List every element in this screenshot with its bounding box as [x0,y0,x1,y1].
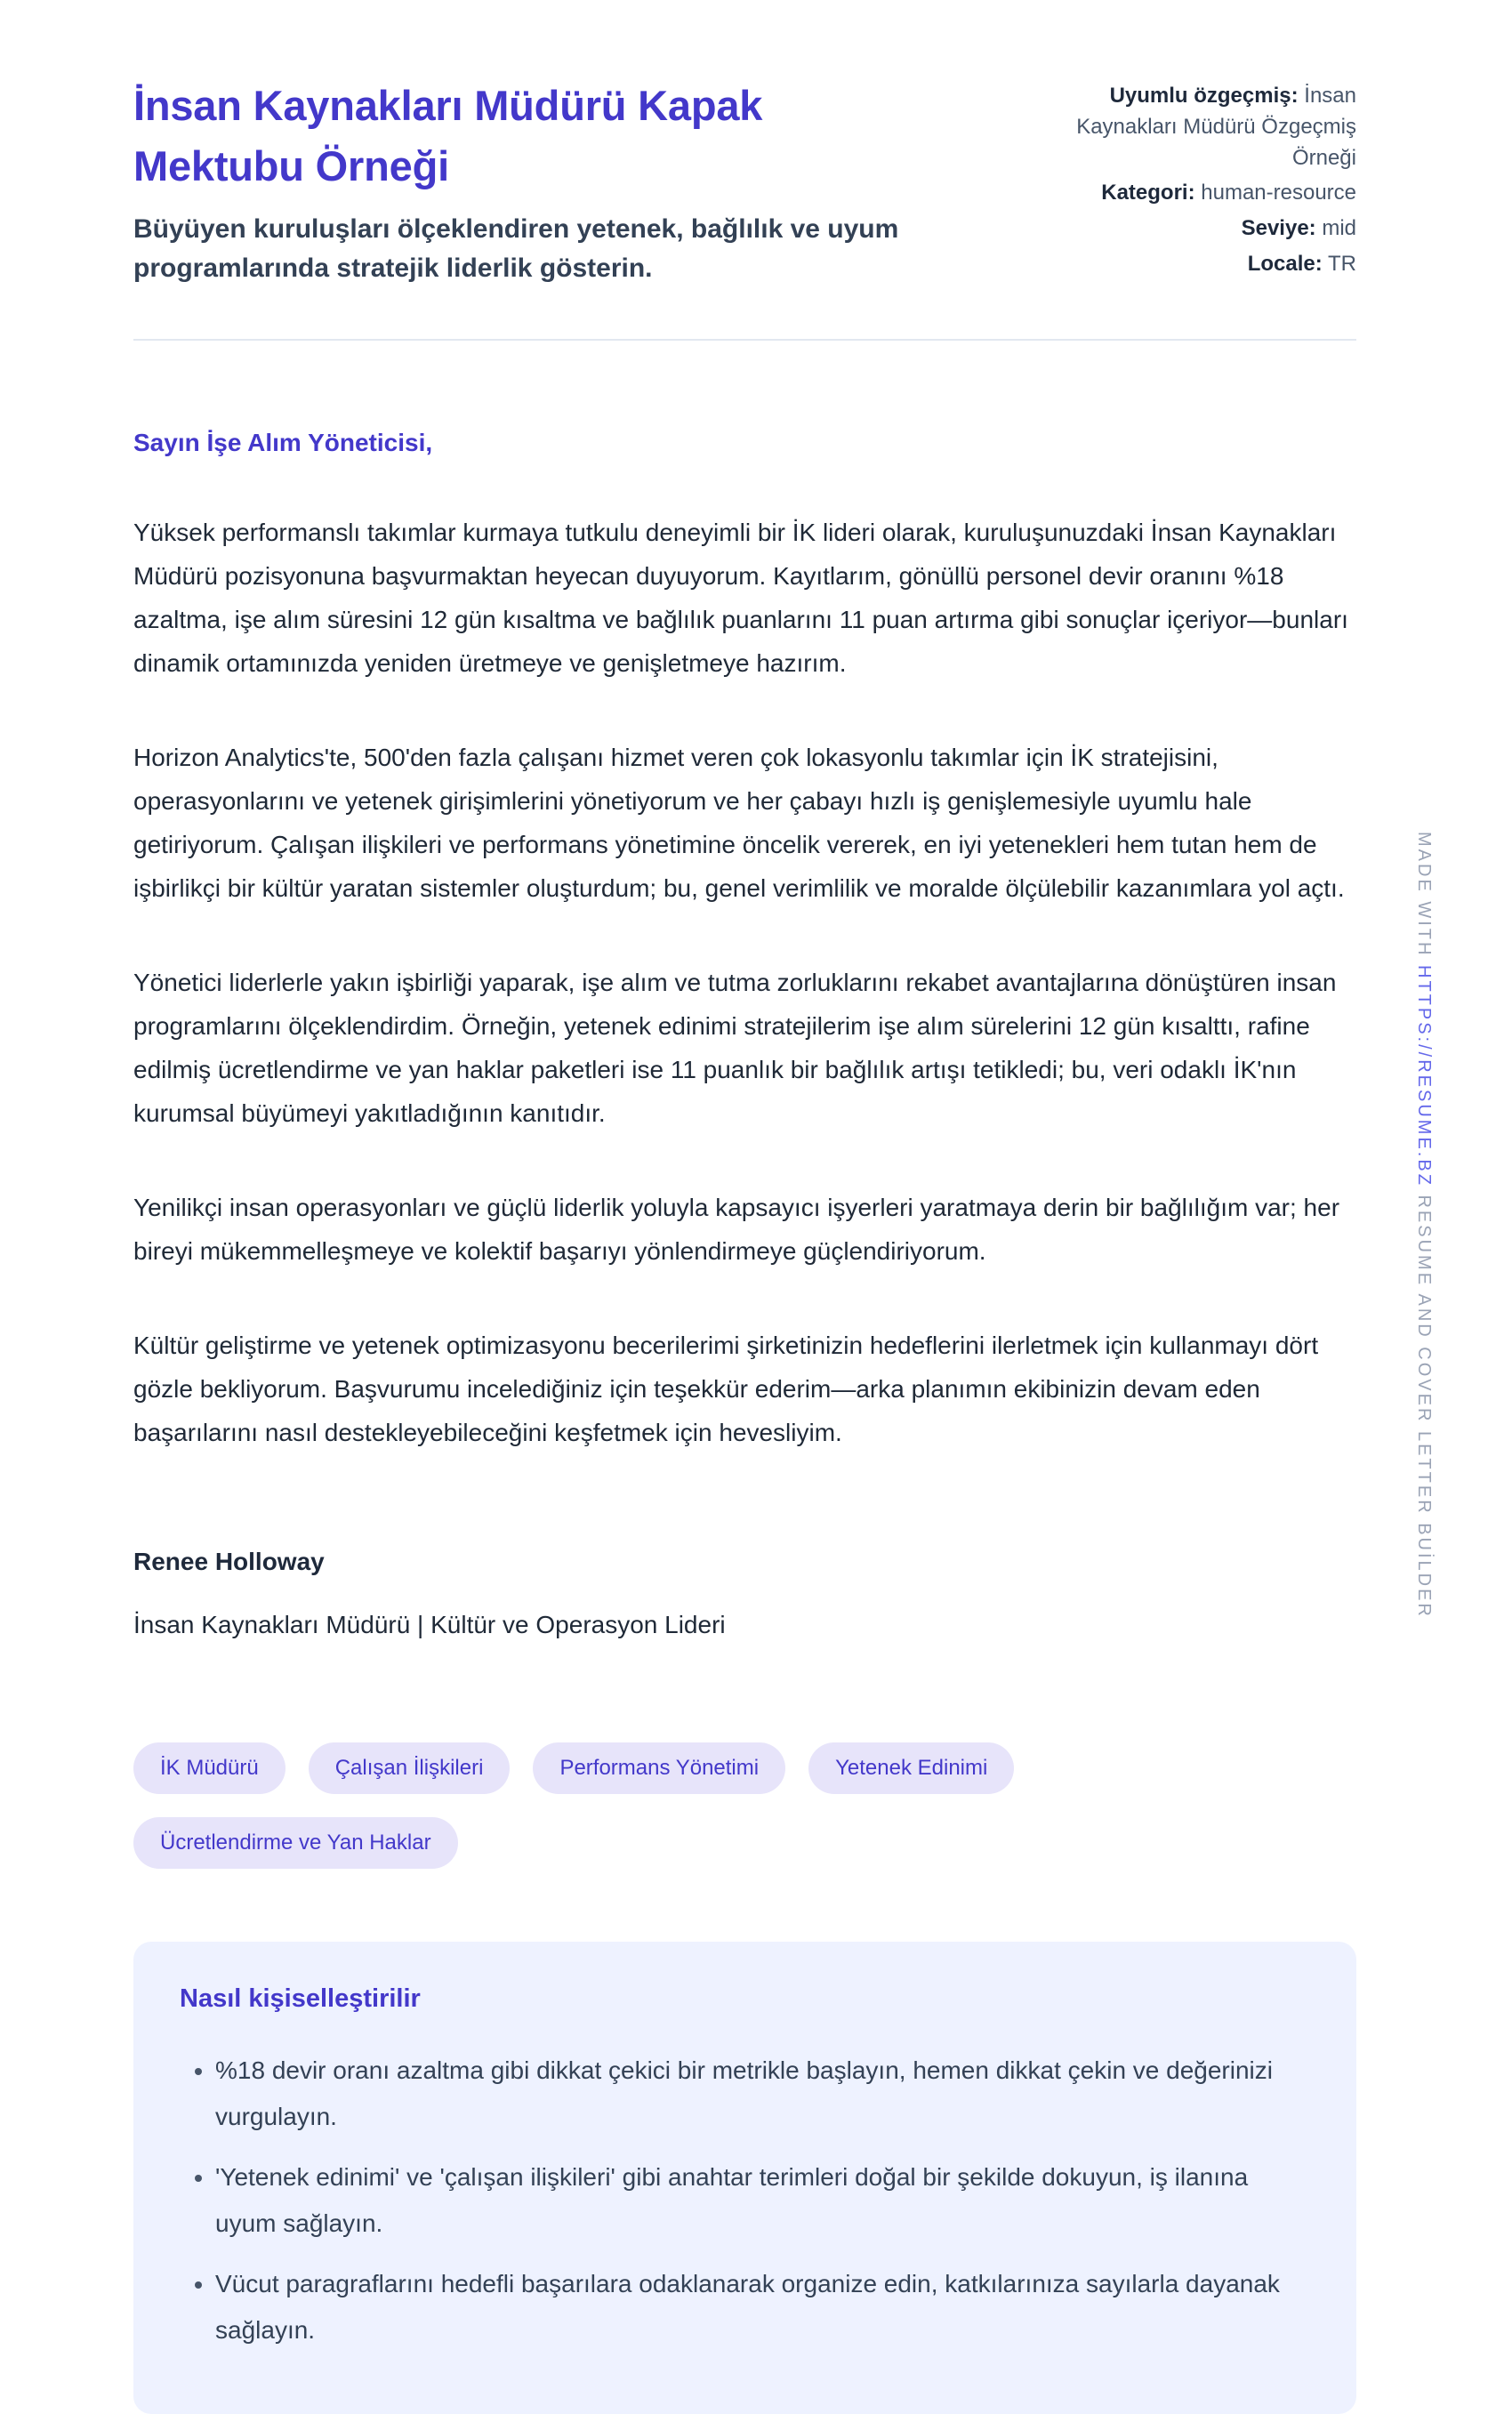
tag-list [133,1742,1356,1869]
letter-greeting: Sayın İşe Alım Yöneticisi, [133,429,433,457]
tips-title: Nasıl kişiselleştirilir [180,1984,421,2014]
header [133,76,1356,287]
tips-item: • Vücut paragraflarını hedefli başarılara odaklanarak organize edin, katkılarınıza sayılarla dayanak sağlayın. [215,2261,1310,2354]
page [133,0,1356,2414]
tips-list [180,2048,1310,2354]
tips-item: • 'Yetenek edinimi' ve 'çalışan ilişkileri' gibi anahtar terimleri doğal bir şekilde dokuyun, iş ilanına uyum sağlayın. [215,2154,1310,2247]
letter-paragraph: Kültür geliştirme ve yetenek optimizasyonu becerilerimi şirketinizin hedeflerini ilerletmek için kullanmayı dört gözle bekliyorum. Başvurumu incelediğiniz için teşekkür ederim—arka planımın ekibinizin devam eden başarılarını nasıl destekleyebileceğini keşfetmek için hevesliyim. [133,1332,1319,1447]
meta-category-value: human-resource [1201,181,1356,205]
meta-level-label: Seviye: [1241,216,1316,241]
header-divider [133,339,1356,341]
meta-level-value: mid [1322,216,1356,241]
watermark-prefix: MADE WITH [1414,832,1434,958]
header-left [133,76,916,287]
meta-matching-resume-label: Uyumlu özgeçmiş: [1109,84,1299,108]
signature-name: Renee Holloway [133,1548,325,1576]
tag-yetenek-edinimi[interactable]: Yetenek Edinimi [808,1742,1014,1794]
page-subtitle: Büyüyen kuruluşları ölçeklendiren yetenek, bağlılık ve uyum programlarında stratejik liderlik gösterin. [133,214,899,283]
watermark-suffix: RESUME AND COVER LETTER BUİLDER [1414,1195,1434,1619]
meta-category-label: Kategori: [1101,181,1195,205]
meta-locale-label: Locale: [1247,251,1323,276]
letter-paragraph: Yüksek performanslı takımlar kurmaya tutkulu deneyimli bir İK lideri olarak, kuruluşunuzdaki İnsan Kaynakları Müdürü pozisyonuna başvurmaktan heyecan duyuyorum. Kayıtlarım, gönüllü personel devir oranını %18 azaltma, işe alım süresini 12 gün kısaltma ve bağlılık puanlarını 11 puan artırma gibi sonuçlar içeriyor—bunları dinamik ortamınızda yeniden üretmeye ve genişletmeye hazırım. [133,519,1348,678]
meta-category [1036,178,1356,209]
letter-paragraph: Horizon Analytics'te, 500'den fazla çalışanı hizmet veren çok lokasyonlu takımlar için İK stratejisini, operasyonlarını ve yetenek girişimlerini yönetiyorum ve her çabayı hızlı iş genişlemesiyle uyumlu hale getiriyorum. Çalışan ilişkileri ve performans yönetimine öncelik vererek, en iyi yetenekleri hem tutan hem de işbirlikçi bir kültür yaratan sistemler oluşturdum; bu, genel verimlilik ve moralde ölçülebilir kazanımlara yol açtı. [133,744,1345,903]
resume-bz-link[interactable]: HTTPS://RESUME.BZ [1414,965,1434,1187]
meta-level [1036,213,1356,245]
tips-item: • %18 devir oranı azaltma gibi dikkat çekici bir metrikle başlayın, hemen dikkat çekin ve değerinizi vurgulayın. [215,2048,1310,2140]
tag-calisan-iliskileri[interactable]: Çalışan İlişkileri [309,1742,511,1794]
made-with-watermark [1413,832,1434,1619]
signature-title: İnsan Kaynakları Müdürü | Kültür ve Operasyon Lideri [133,1611,726,1639]
personalization-tips-card [133,1942,1356,2414]
meta-panel [1036,76,1356,285]
meta-matching-resume [1036,81,1356,173]
tag-performans-yonetimi[interactable]: Performans Yönetimi [533,1742,785,1794]
cover-letter-body [133,421,1356,1646]
tag-ucretlendirme-yan-haklar[interactable]: Ücretlendirme ve Yan Haklar [133,1817,458,1869]
letter-paragraph: Yönetici liderlerle yakın işbirliği yaparak, işe alım ve tutma zorluklarını rekabet avantajlarına dönüştüren insan programlarını ölçeklendirdim. Örneğin, yetenek edinimi stratejilerim işe alım sürelerini 12 gün kısalttı, rafine edilmiş ücretlendirme ve yan haklar paketleri ise 11 puanlık bir bağlılık artışı tetikledi; bu, veri odaklı İK'nın kurumsal büyümeyi yakıtladığının kanıtıdır. [133,969,1337,1128]
letter-paragraph: Yenilikçi insan operasyonları ve güçlü liderlik yoluyla kapsayıcı işyerleri yaratmaya derin bir bağlılığım var; her bireyi mükemmelleşmeye ve kolektif başarıyı yönlendirmeye güçlendiriyorum. [133,1194,1340,1266]
meta-locale-value: TR [1328,251,1356,276]
tag-ik-muduru[interactable]: İK Müdürü [133,1742,286,1794]
meta-matching-resume-value[interactable]: İnsan Kaynakları Müdürü Özgeçmiş Örneği [1076,84,1356,170]
page-title: İnsan Kaynakları Müdürü Kapak Mektubu Örneği [133,82,763,189]
meta-locale [1036,249,1356,280]
